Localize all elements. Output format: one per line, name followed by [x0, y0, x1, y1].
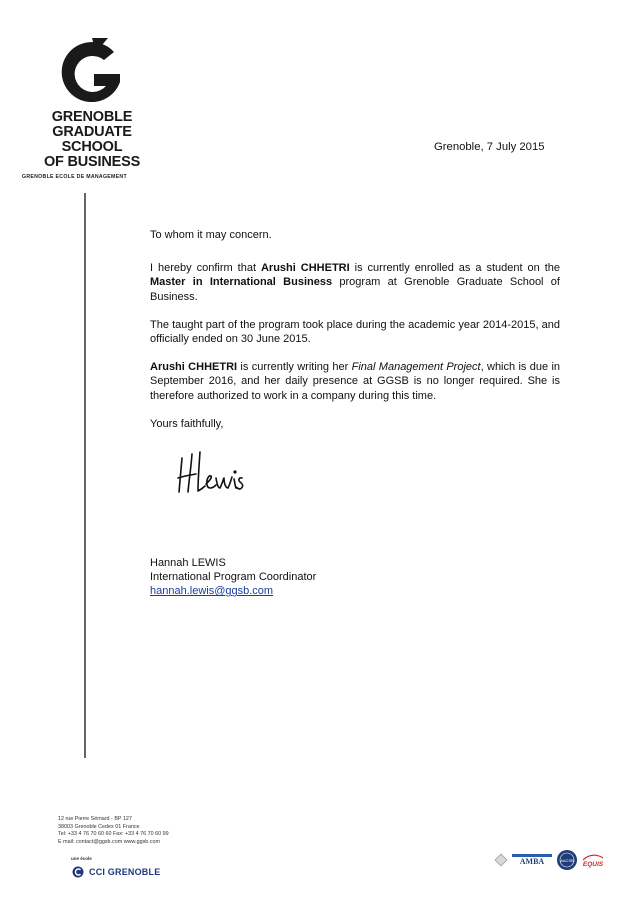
accreditation-logos: [494, 849, 604, 871]
svg-text:AACSB: AACSB: [560, 858, 574, 863]
salutation: To whom it may concern.: [150, 229, 272, 241]
school-logo: [22, 38, 162, 180]
affiliation-label: une école: [71, 856, 92, 861]
aacsb-seal-icon: [556, 849, 578, 871]
cci-label: CCI GRENOBLE: [89, 867, 161, 877]
address-line: E mail: contact@ggsb.com www.ggsb.com: [58, 838, 160, 845]
equis-logo: EQUIS: [582, 853, 604, 868]
logo-subtitle: GRENOBLE ECOLE DE MANAGEMENT: [22, 174, 127, 180]
diamond-icon: [494, 853, 508, 867]
paragraph-enrollment: I hereby confirm that Arushi CHHETRI is currently enrolled as a student on the Master in International Business program at Grenoble Graduate School of Business.: [150, 262, 561, 303]
signer-title: International Program Coordinator: [150, 571, 317, 584]
address-line: Tel: +33 4 76 70 60 60 Fax: +33 4 76 70 60 99: [58, 831, 169, 838]
cci-logo: [72, 866, 160, 878]
signer-name: Hannah LEWIS: [150, 557, 226, 569]
amba-logo: AMBA: [512, 854, 552, 866]
g-logo-mark: [56, 38, 128, 110]
letter-body: [150, 228, 560, 445]
program-name: Master in International Business: [150, 276, 333, 289]
address-line: 12 rue Pierre Sémard - BP 127: [58, 816, 132, 822]
paragraph-authorization: Arushi CHHETRI is currently writing her Final Management Project, which is due in September 2016, and her daily presence at GGSB is no longer required. She is therefore authorized to work in a company during this time.: [150, 361, 561, 402]
logo-line-2: GRADUATE SCHOOL: [52, 124, 132, 155]
equis-swoosh-icon: [582, 853, 604, 861]
address-line: 38003 Grenoble Cedex 01 France: [58, 823, 140, 830]
handwritten-signature: [176, 448, 266, 501]
cci-icon: [72, 866, 84, 878]
signer-block: [150, 556, 316, 599]
vertical-rule: [84, 193, 86, 758]
logo-line-3: OF BUSINESS: [43, 154, 141, 170]
student-name: Arushi CHHETRI: [260, 262, 350, 275]
signer-email-link[interactable]: hannah.lewis@ggsb.com: [150, 585, 274, 598]
footer-address: [58, 816, 169, 846]
logo-line-1: GRENOBLE: [51, 109, 133, 125]
paragraph-program-dates: The taught part of the program took place during the academic year 2014-2015, and officially ended on 30 June 2015.: [150, 318, 560, 346]
closing: Yours faithfully,: [150, 417, 224, 430]
date-line: Grenoble, 7 July 2015: [434, 141, 545, 153]
project-name: Final Management Project: [351, 361, 481, 374]
student-name: Arushi CHHETRI: [150, 361, 238, 374]
